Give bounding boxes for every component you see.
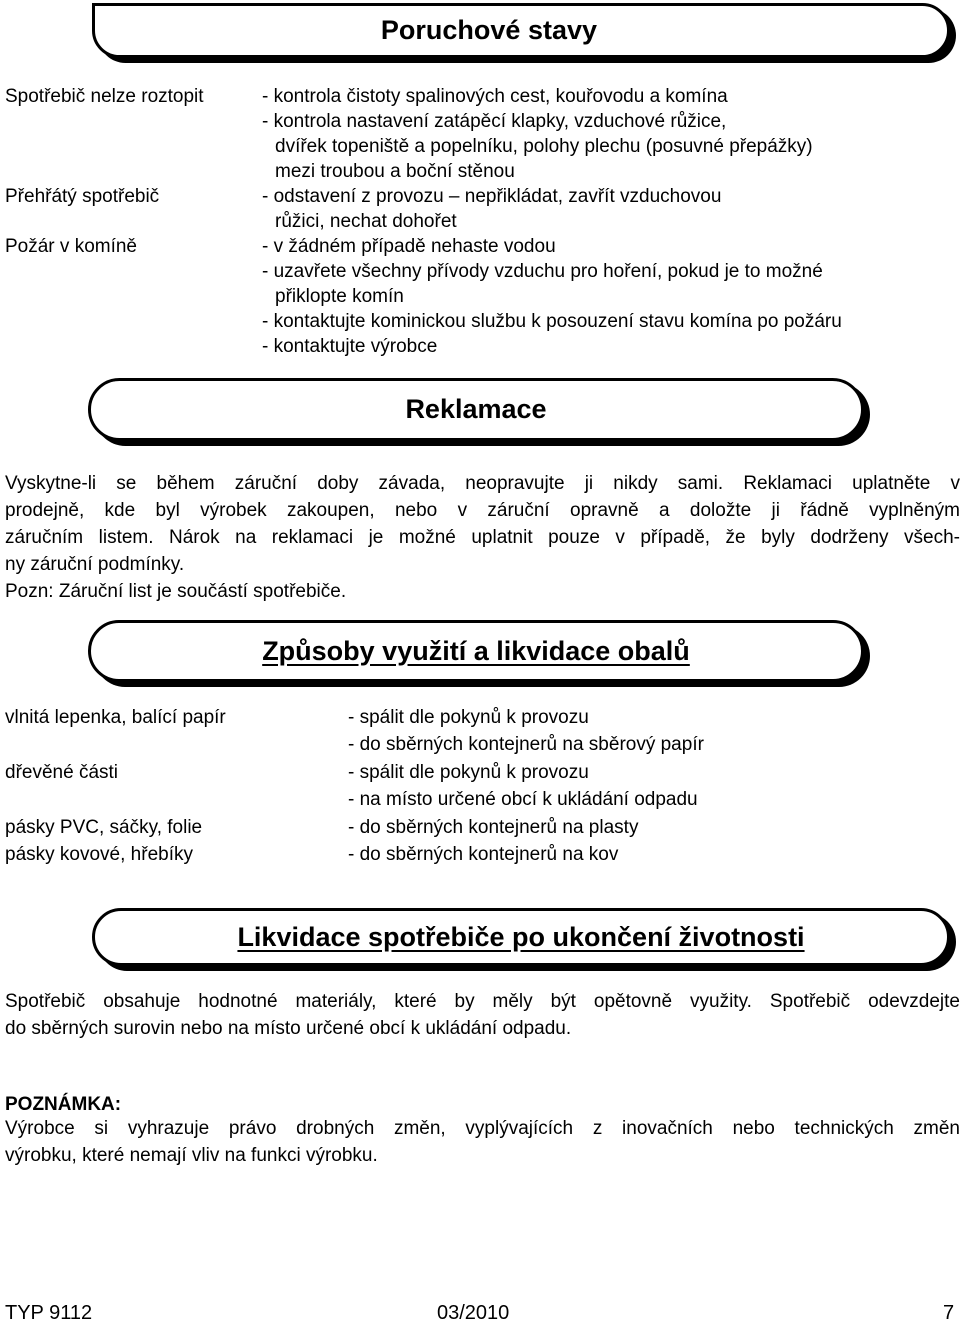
complaints-row: Vyskytne-li se během záruční doby závada, neopravujte ji nikdy sami. Reklamaci uplatněte v bbox=[5, 473, 960, 494]
packaging-action: - do sběrných kontejnerů na plasty bbox=[348, 817, 639, 838]
fault-line: dvířek topeniště a popelníku, polohy plechu (posuvné přepážky) bbox=[275, 136, 813, 157]
note-text bbox=[5, 1115, 960, 1169]
packaging-action: - do sběrných kontejnerů na sběrový papír bbox=[348, 734, 704, 755]
packaging-material: vlnitá lepenka, balící papír bbox=[5, 707, 226, 728]
packaging-action: - do sběrných kontejnerů na kov bbox=[348, 844, 619, 865]
complaints-text bbox=[5, 470, 960, 605]
note-row: výrobku, které nemají vliv na funkci výrobku. bbox=[5, 1145, 378, 1166]
fault-line: - kontrola nastavení zatápěcí klapky, vzduchové růžice, bbox=[262, 111, 727, 132]
fault-line: - uzavřete všechny přívody vzduchu pro hoření, pokud je to možné bbox=[262, 261, 823, 282]
packaging-title-banner bbox=[88, 620, 864, 682]
note-heading: POZNÁMKA: bbox=[5, 1094, 122, 1115]
fault-line: - v žádném případě nehaste vodou bbox=[262, 236, 556, 257]
complaints-title-banner bbox=[88, 378, 864, 441]
fault-line: růžici, nechat dohořet bbox=[275, 211, 457, 232]
complaints-row: prodejně, kde byl výrobek zakoupen, nebo v záruční opravně a doložte ji řádně vyplněným bbox=[5, 500, 960, 521]
fault-label: Spotřebič nelze roztopit bbox=[5, 86, 204, 107]
footer-page-number: 7 bbox=[943, 1302, 955, 1324]
complaints-row: Pozn: Záruční list je součástí spotřebiče. bbox=[5, 581, 347, 602]
packaging-material: dřevěné části bbox=[5, 762, 119, 783]
fault-line: - kontaktujte výrobce bbox=[262, 336, 438, 357]
fault-line: - kontaktujte kominickou službu k posouzení stavu komína po požáru bbox=[262, 311, 842, 332]
packaging-action: - spálit dle pokynů k provozu bbox=[348, 707, 589, 728]
complaints-row: záručním listem. Nárok na reklamaci je možné uplatnit pouze v případě, že byly dodrženy všech- bbox=[5, 527, 960, 548]
disposal-title-banner bbox=[92, 908, 950, 966]
disposal-text bbox=[5, 988, 960, 1042]
disposal-row: Spotřebič obsahuje hodnotné materiály, které by měly být opětovně využity. Spotřebič odevzdejte bbox=[5, 991, 960, 1012]
note-row: Výrobce si vyhrazuje právo drobných změn, vyplývajících z inovačních nebo technických změn bbox=[5, 1118, 960, 1139]
footer-model: TYP 9112 bbox=[5, 1302, 93, 1324]
packaging-material: pásky PVC, sáčky, folie bbox=[5, 817, 203, 838]
disposal-row: do sběrných surovin nebo na místo určené obcí k ukládání odpadu. bbox=[5, 1018, 572, 1039]
footer-date: 03/2010 bbox=[437, 1302, 510, 1324]
fault-line: - kontrola čistoty spalinových cest, kouřovodu a komína bbox=[262, 86, 728, 107]
fault-line: - odstavení z provozu – nepřikládat, zavřít vzduchovou bbox=[262, 186, 722, 207]
fault-line: mezi troubou a boční stěnou bbox=[275, 161, 515, 182]
fault-label: Přehřátý spotřebič bbox=[5, 186, 160, 207]
packaging-title: Způsoby využití a likvidace obalů bbox=[262, 635, 690, 666]
packaging-action: - spálit dle pokynů k provozu bbox=[348, 762, 589, 783]
complaints-row: ny záruční podmínky. bbox=[5, 554, 185, 575]
fault-line: přiklopte komín bbox=[275, 286, 404, 307]
packaging-action: - na místo určené obcí k ukládání odpadu bbox=[348, 789, 698, 810]
disposal-title: Likvidace spotřebiče po ukončení životnosti bbox=[237, 921, 805, 952]
faults-title-banner bbox=[92, 3, 950, 58]
complaints-title: Reklamace bbox=[405, 394, 547, 424]
fault-label: Požár v komíně bbox=[5, 236, 137, 257]
faults-title: Poruchové stavy bbox=[380, 15, 597, 45]
packaging-material: pásky kovové, hřebíky bbox=[5, 844, 193, 865]
